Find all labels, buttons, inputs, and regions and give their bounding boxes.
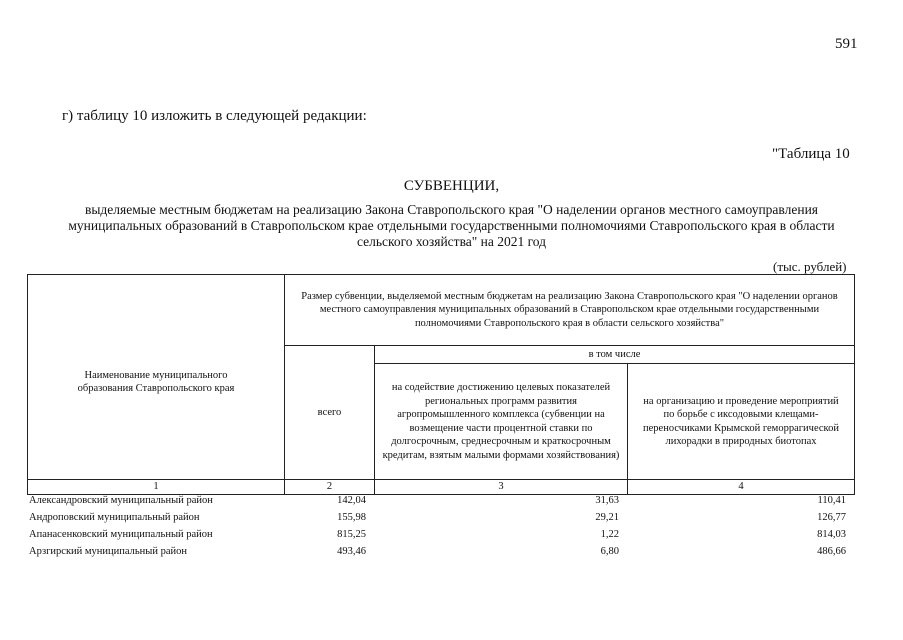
row-col3: 29,21: [595, 512, 619, 523]
table-row: [27, 512, 854, 529]
subsidy-table-header: [27, 274, 855, 495]
header-subsidy-size: [285, 275, 855, 346]
document-title: СУБВЕНЦИИ,: [403, 178, 500, 194]
row-col4: 126,77: [817, 512, 846, 523]
header-municipality: [28, 275, 285, 480]
header-municipality-text: Наименование муниципального образования Ставропольского края: [77, 369, 235, 394]
header-col4-text: на организацию и проведение мероприятий по борьбе с иксодовыми клещами-переносчиками Крымской геморрагической лихорадки в природных биотопах: [643, 395, 839, 447]
row-col3: 1,22: [600, 529, 619, 540]
header-col4: [628, 364, 855, 480]
header-total: всего: [285, 346, 375, 480]
table-row: [27, 546, 854, 563]
row-total: 815,25: [337, 529, 366, 540]
header-including: в том числе: [375, 346, 855, 364]
col-number-2: 2: [285, 480, 375, 495]
row-name: Александровский муниципальный район: [29, 495, 213, 506]
row-name: Апанасенковский муниципальный район: [29, 529, 213, 540]
subsidy-table-body: [27, 495, 854, 563]
row-col3: 31,63: [595, 495, 619, 506]
page-number: 591: [835, 36, 858, 52]
table-label: "Таблица 10: [772, 146, 850, 162]
row-col4: 486,66: [817, 546, 846, 557]
instruction-text: г) таблицу 10 изложить в следующей редакции:: [62, 108, 367, 124]
col-number-1: 1: [28, 480, 285, 495]
row-total: 142,04: [337, 495, 366, 506]
table-row: [27, 495, 854, 512]
row-name: Арзгирский муниципальный район: [29, 546, 187, 557]
row-total: 155,98: [337, 512, 366, 523]
header-col3: [375, 364, 628, 480]
row-name: Андроповский муниципальный район: [29, 512, 200, 523]
table-row: [27, 529, 854, 546]
document-subtitle: выделяемые местным бюджетам на реализацию Закона Ставропольского края "О наделении органов местного самоуправления муниципальных образований в Ставропольском крае отдельными государственными полномочиями Ставропольского края в области сельского хозяйства" на 2021 год: [68, 202, 835, 249]
col-number-4: 4: [628, 480, 855, 495]
row-col3: 6,80: [600, 546, 619, 557]
row-col4: 110,41: [817, 495, 846, 506]
row-total: 493,46: [337, 546, 366, 557]
header-col3-text: на содействие достижению целевых показателей региональных программ развития агропромышленного комплекса (субвенции на возмещение части процентной ставки по долгосрочным, среднесрочным и краткосрочным кредитам, взятым малыми формами хозяйствования): [382, 382, 620, 461]
units-label: (тыс. рублей): [773, 259, 847, 274]
header-subsidy-size-text: Размер субвенции, выделяемой местным бюджетам на реализацию Закона Ставропольского края "О наделении органов местного самоуправления муниципальных образований в Ставропольском крае отдельными государственными полномочиями Ставропольского края в области сельского хозяйства": [301, 290, 838, 329]
col-number-3: 3: [375, 480, 628, 495]
row-col4: 814,03: [817, 529, 846, 540]
